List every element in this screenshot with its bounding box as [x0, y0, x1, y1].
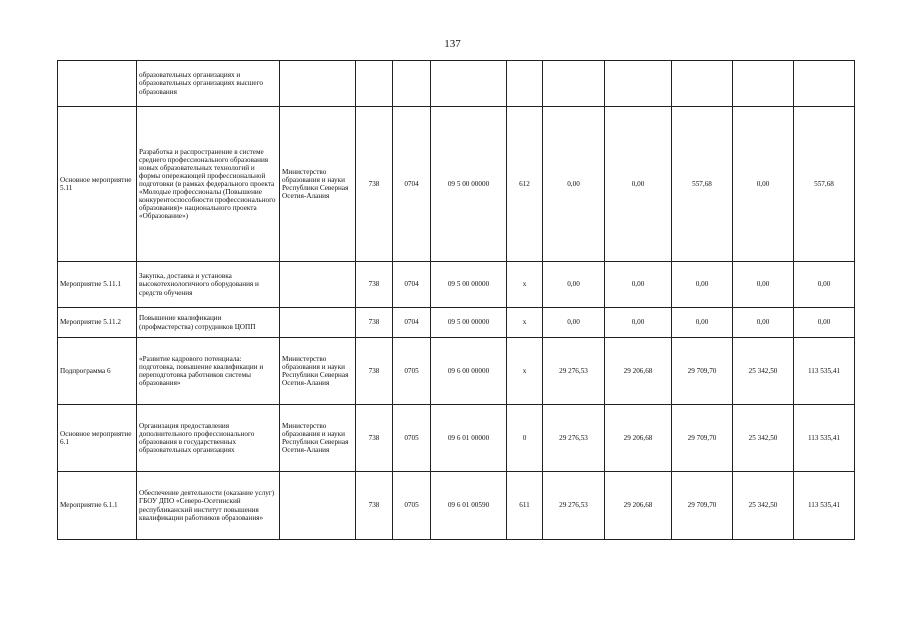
vr-code-cell: х	[507, 308, 543, 338]
value-1-cell: 0,00	[543, 308, 605, 338]
value-1-cell: 29 276,53	[543, 472, 605, 540]
value-total-cell	[794, 61, 855, 107]
row-label-cell	[58, 61, 137, 107]
value-total-cell: 113 535,41	[794, 338, 855, 405]
value-total-cell: 113 535,41	[794, 405, 855, 472]
value-2-cell: 29 206,68	[605, 338, 672, 405]
value-1-cell: 29 276,53	[543, 338, 605, 405]
table-row	[58, 338, 855, 405]
rzpr-code-cell: 0704	[393, 308, 431, 338]
value-total-cell: 0,00	[794, 308, 855, 338]
rzpr-code-cell	[393, 61, 431, 107]
grbs-code-cell: 738	[356, 107, 393, 262]
csr-code-cell: 09 5 00 00000	[431, 262, 507, 308]
rzpr-code-cell: 0704	[393, 107, 431, 262]
rzpr-code-cell: 0705	[393, 472, 431, 540]
value-total-cell: 557,68	[794, 107, 855, 262]
value-3-cell: 0,00	[672, 308, 733, 338]
activity-name-cell: Организация предоставления дополнительного профессионального образования в государственных образовательных организациях	[137, 405, 280, 472]
row-label-cell: Основное мероприятие 5.11	[58, 107, 137, 262]
value-1-cell: 0,00	[543, 107, 605, 262]
value-2-cell: 29 206,68	[605, 472, 672, 540]
value-1-cell: 29 276,53	[543, 405, 605, 472]
vr-code-cell: 612	[507, 107, 543, 262]
vr-code-cell	[507, 61, 543, 107]
value-2-cell	[605, 61, 672, 107]
value-2-cell: 0,00	[605, 107, 672, 262]
row-label-cell: Основное мероприятие 6.1	[58, 405, 137, 472]
value-3-cell: 557,68	[672, 107, 733, 262]
activity-name-cell: образовательных организациях и образовательных организациях высшего образования	[137, 61, 280, 107]
rzpr-code-cell: 0705	[393, 338, 431, 405]
executor-cell	[280, 308, 356, 338]
table-row	[58, 107, 855, 262]
csr-code-cell: 09 6 01 00000	[431, 405, 507, 472]
vr-code-cell: х	[507, 338, 543, 405]
value-4-cell: 25 342,50	[733, 405, 794, 472]
value-4-cell: 0,00	[733, 308, 794, 338]
value-3-cell: 29 709,70	[672, 338, 733, 405]
executor-cell	[280, 262, 356, 308]
value-2-cell: 0,00	[605, 262, 672, 308]
value-4-cell: 0,00	[733, 107, 794, 262]
executor-cell: Министерство образования и науки Республики Северная Осетия-Алания	[280, 405, 356, 472]
budget-table	[57, 60, 855, 540]
activity-name-cell: Повышение квалификации (профмастерства) сотрудников ЦОПП	[137, 308, 280, 338]
value-4-cell: 0,00	[733, 262, 794, 308]
value-total-cell: 0,00	[794, 262, 855, 308]
csr-code-cell	[431, 61, 507, 107]
vr-code-cell: 611	[507, 472, 543, 540]
row-label-cell: Мероприятие 5.11.2	[58, 308, 137, 338]
value-3-cell: 29 709,70	[672, 405, 733, 472]
value-3-cell: 29 709,70	[672, 472, 733, 540]
row-label-cell: Мероприятие 6.1.1	[58, 472, 137, 540]
activity-name-cell: Разработка и распространение в системе среднего профессионального образования новых образовательных технологий и формы опережающей профессиональной подготовки (в рамках федерального проекта «Молодые профессионалы (Повышение конкурентоспособности профессионального образования)» национального проекта «Образование»)	[137, 107, 280, 262]
table-row	[58, 405, 855, 472]
executor-cell	[280, 472, 356, 540]
grbs-code-cell: 738	[356, 472, 393, 540]
value-4-cell: 25 342,50	[733, 338, 794, 405]
page-number: 137	[444, 38, 461, 50]
table-row	[58, 308, 855, 338]
csr-code-cell: 09 6 01 00590	[431, 472, 507, 540]
table-body	[58, 61, 855, 540]
grbs-code-cell: 738	[356, 405, 393, 472]
table-row	[58, 262, 855, 308]
table-row	[58, 472, 855, 540]
activity-name-cell: Обеспечение деятельности (оказание услуг) ГБОУ ДПО «Северо-Осетинский республиканский институт повышения квалификации работников образования»	[137, 472, 280, 540]
rzpr-code-cell: 0705	[393, 405, 431, 472]
activity-name-cell: Закупка, доставка и установка высокотехнологичного оборудования и средств обучения	[137, 262, 280, 308]
value-1-cell	[543, 61, 605, 107]
row-label-cell: Мероприятие 5.11.1	[58, 262, 137, 308]
value-2-cell: 29 206,68	[605, 405, 672, 472]
value-2-cell: 0,00	[605, 308, 672, 338]
csr-code-cell: 09 5 00 00000	[431, 308, 507, 338]
rzpr-code-cell: 0704	[393, 262, 431, 308]
activity-name-cell: «Развитие кадрового потенциала: подготовка, повышение квалификации и переподготовка работников системы образования»	[137, 338, 280, 405]
value-1-cell: 0,00	[543, 262, 605, 308]
csr-code-cell: 09 5 00 00000	[431, 107, 507, 262]
value-3-cell	[672, 61, 733, 107]
csr-code-cell: 09 6 00 00000	[431, 338, 507, 405]
grbs-code-cell: 738	[356, 338, 393, 405]
value-total-cell: 113 535,41	[794, 472, 855, 540]
value-4-cell: 25 342,50	[733, 472, 794, 540]
table-row	[58, 61, 855, 107]
grbs-code-cell	[356, 61, 393, 107]
row-label-cell: Подпрограмма 6	[58, 338, 137, 405]
value-3-cell: 0,00	[672, 262, 733, 308]
executor-cell	[280, 61, 356, 107]
vr-code-cell: 0	[507, 405, 543, 472]
grbs-code-cell: 738	[356, 262, 393, 308]
value-4-cell	[733, 61, 794, 107]
executor-cell: Министерство образования и науки Республики Северная Осетия-Алания	[280, 338, 356, 405]
executor-cell: Министерство образования и науки Республики Северная Осетия-Алания	[280, 107, 356, 262]
grbs-code-cell: 738	[356, 308, 393, 338]
vr-code-cell: х	[507, 262, 543, 308]
